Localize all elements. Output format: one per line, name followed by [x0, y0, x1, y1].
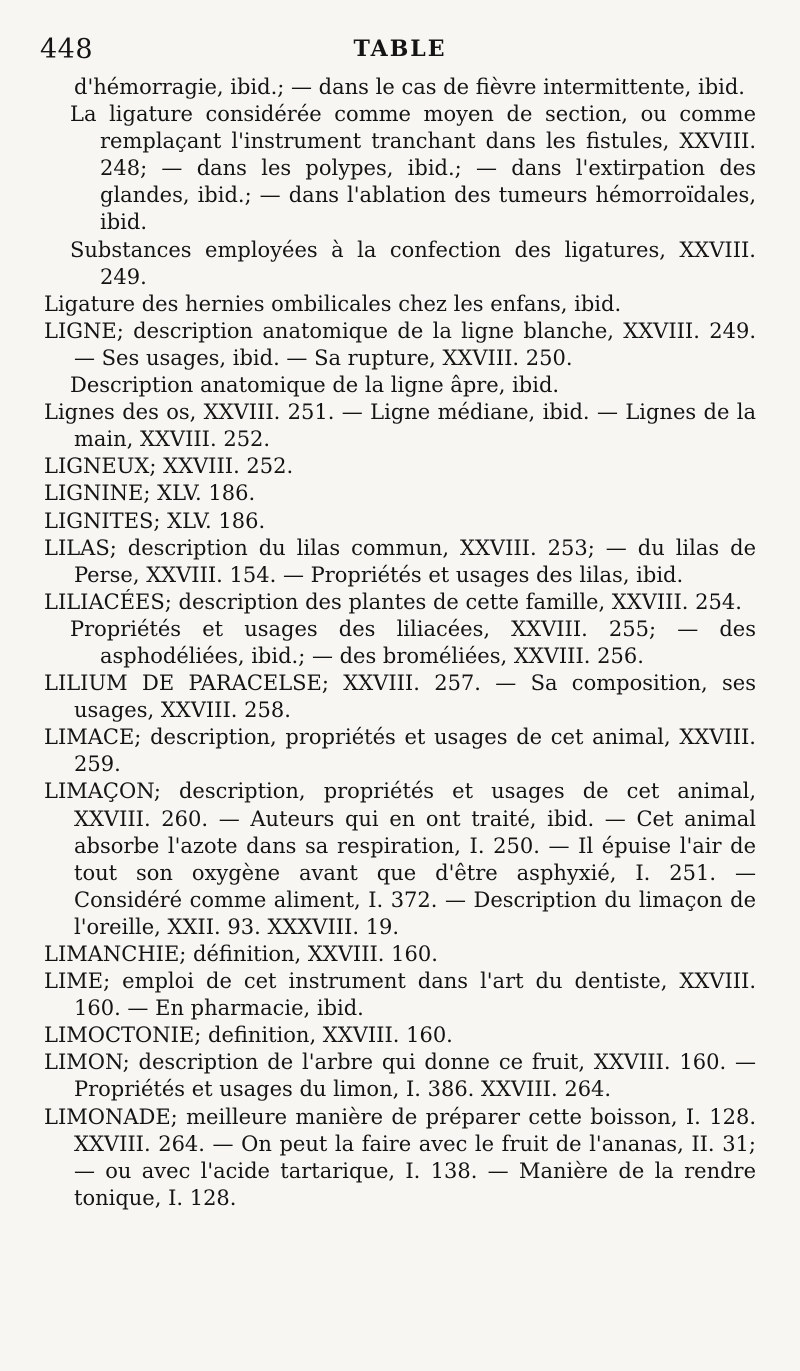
running-title: TABLE	[353, 36, 447, 62]
index-entry: LIGNITES; XLV. 186.	[44, 508, 266, 533]
index-entry: LIMON; description de l'arbre qui donne ce fruit, XXVIII. 160. — Propriétés et usages du limon, I. 386. XXVIII. 264.	[44, 1050, 756, 1102]
index-entry: LIME; emploi de cet instrument dans l'art du dentiste, XXVIII. 160. — En pharmacie, ibid.	[44, 969, 756, 1021]
index-entry: LIMANCHIE; définition, XXVIII. 160.	[44, 942, 438, 966]
index-entry: LIGNE; description anatomique de la ligne blanche, XXVIII. 249. — Ses usages, ibid. — Sa rupture, XXVIII. 250.	[44, 318, 756, 370]
index-entry: LIMAÇON; description, propriétés et usages de cet animal, XXVIII. 260. — Auteurs qui en ont traité, ibid. — Cet animal absorbe l'azote dans sa respiration, I. 250. — Il épuise l'air de tout son oxygène avant que d'être asphyxié, I. 251. — Considéré comme aliment, I. 372. — Description du limaçon de l'oreille, XXII. 93. XXXVIII. 19.	[44, 779, 756, 939]
index-entry: LIMONADE; meilleure manière de préparer cette boisson, I. 128. XXVIII. 264. — On peut la faire avec le fruit de l'ananas, II. 31; — ou avec l'acide tartarique, I. 138. — Manière de la rendre tonique, I. 128.	[44, 1104, 756, 1210]
index-entry: Substances employées à la confection des ligatures, XXVIII. 249.	[70, 237, 756, 289]
index-entry: LIGNINE; XLV. 186.	[44, 481, 256, 506]
index-entry: Ligature des hernies ombilicales chez les enfans, ibid.	[44, 291, 622, 316]
index-entry: Lignes des os, XXVIII. 251. — Ligne médiane, ibid. — Lignes de la main, XXVIII. 252.	[44, 400, 756, 452]
index-entry: d'hémorragie, ibid.; — dans le cas de fièvre intermittente, ibid.	[74, 75, 745, 99]
index-entry: LIMACE; description, propriétés et usages de cet animal, XXVIII. 259.	[44, 725, 756, 777]
index-entry: LIMOCTONIE; definition, XXVIII. 160.	[44, 1023, 453, 1048]
index-entry: Propriétés et usages des liliacées, XXVIII. 255; — des asphodéliées, ibid.; — des broméliées, XXVIII. 256.	[70, 616, 756, 668]
index-entry: LIGNEUX; XXVIII. 252.	[44, 454, 294, 479]
page-header	[40, 34, 760, 70]
index-entry: LILAS; description du lilas commun, XXVIII. 253; — du lilas de Perse, XXVIII. 154. — Propriétés et usages des lilas, ibid.	[44, 535, 756, 587]
index-entry: LILIACÉES; description des plantes de cette famille, XXVIII. 254.	[44, 589, 742, 614]
index-entry: La ligature considérée comme moyen de section, ou comme remplaçant l'instrument tranchant dans les fistules, XXVIII. 248; — dans les polypes, ibid.; — dans l'extirpation des glandes, ibid.; — dans l'ablation des tumeurs hémorroïdales, ibid.	[70, 102, 756, 235]
page-number: 448	[40, 34, 94, 65]
index-entry: Description anatomique de la ligne âpre, ibid.	[70, 373, 560, 398]
index-entries	[44, 74, 756, 1351]
index-entry: LILIUM DE PARACELSE; XXVIII. 257. — Sa composition, ses usages, XXVIII. 258.	[44, 671, 756, 723]
